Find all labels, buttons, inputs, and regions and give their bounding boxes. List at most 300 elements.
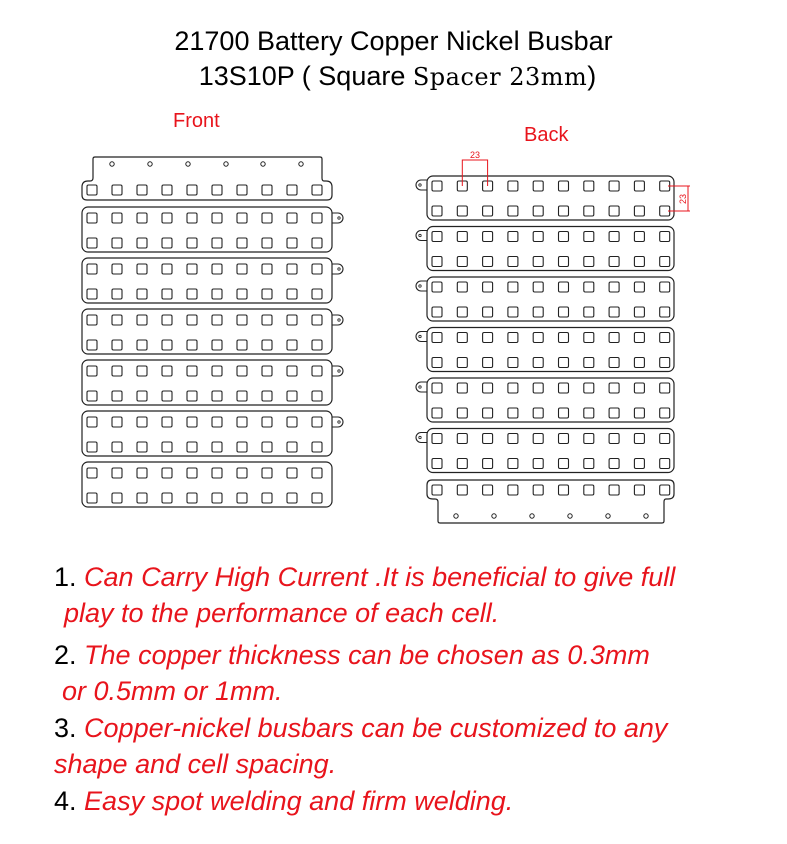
cell-pad bbox=[584, 232, 594, 242]
back-busbar-panel bbox=[427, 328, 674, 372]
cell-pad bbox=[262, 315, 272, 325]
cell-pad bbox=[559, 459, 569, 469]
cell-pad bbox=[287, 366, 297, 376]
cell-pad bbox=[187, 417, 197, 427]
cell-pad bbox=[137, 264, 147, 274]
cell-pad bbox=[187, 391, 197, 401]
cell-pad bbox=[262, 442, 272, 452]
cell-pad bbox=[584, 434, 594, 444]
cell-pad bbox=[634, 434, 644, 444]
cell-pad bbox=[262, 264, 272, 274]
cell-pad bbox=[508, 408, 518, 418]
cell-pad bbox=[559, 257, 569, 267]
cell-pad bbox=[483, 485, 493, 495]
cell-pad bbox=[237, 493, 247, 503]
cell-pad bbox=[112, 340, 122, 350]
cell-pad bbox=[312, 340, 322, 350]
front-label: Front bbox=[173, 110, 220, 132]
cell-pad bbox=[187, 442, 197, 452]
cell-pad bbox=[559, 434, 569, 444]
cell-pad bbox=[312, 213, 322, 223]
cell-pad bbox=[634, 307, 644, 317]
cell-pad bbox=[584, 459, 594, 469]
feature-text: The copper thickness can be chosen as 0.3mm bbox=[84, 640, 650, 670]
cell-pad bbox=[609, 358, 619, 368]
cell-pad bbox=[287, 417, 297, 427]
cell-pad bbox=[237, 442, 247, 452]
cell-pad bbox=[312, 391, 322, 401]
cell-pad bbox=[237, 468, 247, 478]
cell-pad bbox=[508, 358, 518, 368]
cell-pad bbox=[634, 257, 644, 267]
cell-pad bbox=[162, 289, 172, 299]
cell-pad bbox=[634, 282, 644, 292]
cell-pad bbox=[660, 333, 670, 343]
feature-4 bbox=[54, 783, 513, 819]
cell-pad bbox=[112, 391, 122, 401]
cell-pad bbox=[287, 391, 297, 401]
cell-pad bbox=[660, 434, 670, 444]
cell-pad bbox=[483, 282, 493, 292]
cell-pad bbox=[212, 185, 222, 195]
cell-pad bbox=[508, 257, 518, 267]
cell-pad bbox=[212, 417, 222, 427]
cell-pad bbox=[312, 442, 322, 452]
cell-pad bbox=[87, 185, 97, 195]
mount-hole bbox=[224, 162, 228, 166]
cell-pad bbox=[483, 434, 493, 444]
mount-hole bbox=[644, 514, 648, 518]
cell-pad bbox=[584, 257, 594, 267]
cell-pad bbox=[609, 232, 619, 242]
cell-pad bbox=[162, 468, 172, 478]
mount-hole bbox=[454, 514, 458, 518]
cell-pad bbox=[457, 383, 467, 393]
cell-pad bbox=[559, 408, 569, 418]
cell-pad bbox=[262, 493, 272, 503]
cell-pad bbox=[559, 232, 569, 242]
cell-pad bbox=[483, 206, 493, 216]
cell-pad bbox=[432, 257, 442, 267]
cell-pad bbox=[483, 358, 493, 368]
cell-pad bbox=[237, 391, 247, 401]
cell-pad bbox=[432, 383, 442, 393]
cell-pad bbox=[137, 493, 147, 503]
cell-pad bbox=[312, 185, 322, 195]
cell-pad bbox=[112, 238, 122, 248]
cell-pad bbox=[609, 383, 619, 393]
cell-pad bbox=[137, 185, 147, 195]
tab-hole bbox=[419, 335, 421, 337]
cell-pad bbox=[162, 340, 172, 350]
cell-pad bbox=[609, 408, 619, 418]
cell-pad bbox=[312, 238, 322, 248]
cell-pad bbox=[112, 442, 122, 452]
back-terminal-panel bbox=[427, 480, 674, 523]
horizontal-dimension-label: 23 bbox=[469, 150, 480, 160]
cell-pad bbox=[162, 417, 172, 427]
tab-hole bbox=[338, 370, 340, 372]
cell-pad bbox=[212, 264, 222, 274]
cell-pad bbox=[212, 340, 222, 350]
mount-hole bbox=[568, 514, 572, 518]
cell-pad bbox=[533, 232, 543, 242]
cell-pad bbox=[187, 340, 197, 350]
cell-pad bbox=[559, 358, 569, 368]
cell-pad bbox=[137, 315, 147, 325]
feature-text: Copper-nickel busbars can be customized to any bbox=[84, 713, 668, 743]
cell-pad bbox=[287, 468, 297, 478]
cell-pad bbox=[584, 333, 594, 343]
cell-pad bbox=[287, 315, 297, 325]
cell-pad bbox=[533, 181, 543, 191]
cell-pad bbox=[483, 333, 493, 343]
back-busbar-panel bbox=[427, 429, 674, 473]
subtitle-suffix: ) bbox=[587, 61, 597, 91]
cell-pad bbox=[87, 213, 97, 223]
cell-pad bbox=[584, 181, 594, 191]
tab-hole bbox=[338, 268, 340, 270]
cell-pad bbox=[457, 333, 467, 343]
feature-2-cont bbox=[62, 673, 283, 709]
cell-pad bbox=[87, 315, 97, 325]
cell-pad bbox=[457, 282, 467, 292]
cell-pad bbox=[609, 459, 619, 469]
cell-pad bbox=[187, 264, 197, 274]
feature-text: play to the performance of each cell. bbox=[64, 598, 500, 628]
cell-pad bbox=[237, 185, 247, 195]
cell-pad bbox=[508, 282, 518, 292]
cell-pad bbox=[212, 289, 222, 299]
cell-pad bbox=[432, 485, 442, 495]
cell-pad bbox=[187, 468, 197, 478]
subtitle-spacer: Spacer 23mm bbox=[412, 63, 588, 91]
cell-pad bbox=[237, 213, 247, 223]
cell-pad bbox=[584, 383, 594, 393]
cell-pad bbox=[187, 366, 197, 376]
cell-pad bbox=[457, 485, 467, 495]
cell-pad bbox=[508, 459, 518, 469]
cell-pad bbox=[262, 366, 272, 376]
cell-pad bbox=[137, 468, 147, 478]
cell-pad bbox=[112, 468, 122, 478]
cell-pad bbox=[112, 366, 122, 376]
front-busbar-panel bbox=[82, 309, 332, 354]
cell-pad bbox=[634, 383, 644, 393]
cell-pad bbox=[533, 333, 543, 343]
cell-pad bbox=[87, 493, 97, 503]
cell-pad bbox=[559, 333, 569, 343]
cell-pad bbox=[457, 408, 467, 418]
cell-pad bbox=[162, 213, 172, 223]
mount-hole bbox=[492, 514, 496, 518]
cell-pad bbox=[432, 282, 442, 292]
cell-pad bbox=[634, 459, 644, 469]
cell-pad bbox=[584, 485, 594, 495]
cell-pad bbox=[87, 340, 97, 350]
cell-pad bbox=[508, 206, 518, 216]
feature-3-cont bbox=[54, 746, 336, 782]
cell-pad bbox=[262, 238, 272, 248]
cell-pad bbox=[112, 493, 122, 503]
cell-pad bbox=[483, 459, 493, 469]
cell-pad bbox=[508, 333, 518, 343]
cell-pad bbox=[287, 185, 297, 195]
cell-pad bbox=[187, 289, 197, 299]
cell-pad bbox=[112, 417, 122, 427]
cell-pad bbox=[87, 468, 97, 478]
horizontal-dimension-line bbox=[462, 160, 487, 186]
tab-hole bbox=[419, 234, 421, 236]
cell-pad bbox=[262, 391, 272, 401]
cell-pad bbox=[634, 408, 644, 418]
cell-pad bbox=[660, 257, 670, 267]
cell-pad bbox=[508, 434, 518, 444]
cell-pad bbox=[87, 238, 97, 248]
cell-pad bbox=[162, 493, 172, 503]
cell-pad bbox=[287, 340, 297, 350]
cell-pad bbox=[483, 257, 493, 267]
cell-pad bbox=[432, 232, 442, 242]
cell-pad bbox=[237, 340, 247, 350]
cell-pad bbox=[609, 257, 619, 267]
cell-pad bbox=[483, 307, 493, 317]
cell-pad bbox=[162, 264, 172, 274]
cell-pad bbox=[483, 232, 493, 242]
cell-pad bbox=[508, 307, 518, 317]
cell-pad bbox=[584, 307, 594, 317]
cell-pad bbox=[609, 206, 619, 216]
cell-pad bbox=[584, 206, 594, 216]
cell-pad bbox=[187, 185, 197, 195]
back-busbar-panel bbox=[427, 378, 674, 422]
cell-pad bbox=[660, 282, 670, 292]
cell-pad bbox=[533, 408, 543, 418]
cell-pad bbox=[287, 213, 297, 223]
cell-pad bbox=[559, 206, 569, 216]
tab-hole bbox=[419, 386, 421, 388]
feature-number: 1. bbox=[54, 562, 77, 592]
cell-pad bbox=[187, 238, 197, 248]
feature-2 bbox=[54, 637, 650, 673]
front-busbar-panel bbox=[82, 360, 332, 405]
cell-pad bbox=[432, 307, 442, 317]
feature-1 bbox=[54, 559, 675, 595]
cell-pad bbox=[187, 493, 197, 503]
front-busbar-panel bbox=[82, 258, 332, 303]
feature-number: 4. bbox=[54, 786, 77, 816]
cell-pad bbox=[262, 340, 272, 350]
feature-number: 3. bbox=[54, 713, 77, 743]
cell-pad bbox=[483, 383, 493, 393]
title-line-1: 21700 Battery Copper Nickel Busbar bbox=[174, 26, 613, 56]
cell-pad bbox=[112, 185, 122, 195]
cell-pad bbox=[162, 366, 172, 376]
cell-pad bbox=[609, 333, 619, 343]
cell-pad bbox=[287, 264, 297, 274]
cell-pad bbox=[559, 485, 569, 495]
cell-pad bbox=[660, 485, 670, 495]
cell-pad bbox=[287, 442, 297, 452]
tab-hole bbox=[419, 285, 421, 287]
cell-pad bbox=[609, 434, 619, 444]
cell-pad bbox=[457, 232, 467, 242]
cell-pad bbox=[609, 485, 619, 495]
cell-pad bbox=[262, 289, 272, 299]
cell-pad bbox=[312, 417, 322, 427]
cell-pad bbox=[212, 493, 222, 503]
cell-pad bbox=[237, 238, 247, 248]
cell-pad bbox=[137, 289, 147, 299]
cell-pad bbox=[508, 232, 518, 242]
cell-pad bbox=[559, 282, 569, 292]
cell-pad bbox=[634, 485, 644, 495]
cell-pad bbox=[533, 434, 543, 444]
mount-hole bbox=[299, 162, 303, 166]
cell-pad bbox=[508, 485, 518, 495]
cell-pad bbox=[262, 213, 272, 223]
cell-pad bbox=[660, 358, 670, 368]
cell-pad bbox=[660, 307, 670, 317]
cell-pad bbox=[137, 340, 147, 350]
cell-pad bbox=[584, 282, 594, 292]
cell-pad bbox=[237, 366, 247, 376]
cell-pad bbox=[187, 315, 197, 325]
back-busbar-panel bbox=[427, 227, 674, 271]
front-terminal-panel bbox=[82, 157, 332, 200]
feature-text: or 0.5mm or 1mm. bbox=[62, 676, 283, 706]
cell-pad bbox=[457, 206, 467, 216]
cell-pad bbox=[262, 417, 272, 427]
cell-pad bbox=[559, 383, 569, 393]
cell-pad bbox=[212, 213, 222, 223]
cell-pad bbox=[660, 408, 670, 418]
tab-hole bbox=[419, 184, 421, 186]
cell-pad bbox=[533, 257, 543, 267]
cell-pad bbox=[112, 213, 122, 223]
mount-hole bbox=[148, 162, 152, 166]
feature-1-cont bbox=[64, 595, 499, 631]
cell-pad bbox=[312, 493, 322, 503]
cell-pad bbox=[457, 434, 467, 444]
mount-hole bbox=[530, 514, 534, 518]
cell-pad bbox=[634, 181, 644, 191]
mount-hole bbox=[110, 162, 114, 166]
back-busbar-panel bbox=[427, 176, 674, 220]
cell-pad bbox=[584, 358, 594, 368]
cell-pad bbox=[609, 307, 619, 317]
cell-pad bbox=[559, 307, 569, 317]
cell-pad bbox=[287, 493, 297, 503]
cell-pad bbox=[660, 383, 670, 393]
cell-pad bbox=[457, 257, 467, 267]
cell-pad bbox=[660, 459, 670, 469]
cell-pad bbox=[483, 408, 493, 418]
cell-pad bbox=[634, 333, 644, 343]
cell-pad bbox=[162, 238, 172, 248]
cell-pad bbox=[432, 206, 442, 216]
cell-pad bbox=[584, 408, 594, 418]
feature-number: 2. bbox=[54, 640, 77, 670]
cell-pad bbox=[87, 289, 97, 299]
cell-pad bbox=[533, 358, 543, 368]
mount-hole bbox=[186, 162, 190, 166]
cell-pad bbox=[212, 442, 222, 452]
cell-pad bbox=[162, 185, 172, 195]
cell-pad bbox=[212, 238, 222, 248]
feature-text: Easy spot welding and firm welding. bbox=[84, 786, 514, 816]
tab-hole bbox=[338, 319, 340, 321]
cell-pad bbox=[533, 307, 543, 317]
cell-pad bbox=[112, 315, 122, 325]
subtitle-prefix: 13S10P ( Square bbox=[198, 61, 413, 91]
cell-pad bbox=[533, 459, 543, 469]
cell-pad bbox=[187, 213, 197, 223]
cell-pad bbox=[137, 417, 147, 427]
cell-pad bbox=[87, 442, 97, 452]
cell-pad bbox=[312, 366, 322, 376]
feature-text: Can Carry High Current .It is beneficial to give full bbox=[84, 562, 676, 592]
tab-hole bbox=[338, 217, 340, 219]
cell-pad bbox=[457, 307, 467, 317]
cell-pad bbox=[312, 264, 322, 274]
cell-pad bbox=[137, 366, 147, 376]
cell-pad bbox=[162, 391, 172, 401]
cell-pad bbox=[237, 289, 247, 299]
cell-pad bbox=[237, 315, 247, 325]
cell-pad bbox=[312, 468, 322, 478]
cell-pad bbox=[432, 408, 442, 418]
cell-pad bbox=[287, 289, 297, 299]
cell-pad bbox=[87, 366, 97, 376]
feature-text: shape and cell spacing. bbox=[54, 749, 337, 779]
front-busbar-panel bbox=[82, 462, 332, 507]
tab-hole bbox=[338, 421, 340, 423]
cell-pad bbox=[237, 417, 247, 427]
cell-pad bbox=[287, 238, 297, 248]
cell-pad bbox=[162, 442, 172, 452]
cell-pad bbox=[660, 232, 670, 242]
cell-pad bbox=[312, 315, 322, 325]
cell-pad bbox=[533, 383, 543, 393]
cell-pad bbox=[533, 282, 543, 292]
cell-pad bbox=[212, 315, 222, 325]
cell-pad bbox=[533, 485, 543, 495]
cell-pad bbox=[432, 333, 442, 343]
cell-pad bbox=[432, 434, 442, 444]
vertical-dimension-label: 23 bbox=[678, 193, 688, 205]
cell-pad bbox=[312, 289, 322, 299]
cell-pad bbox=[262, 185, 272, 195]
mount-hole bbox=[606, 514, 610, 518]
cell-pad bbox=[457, 358, 467, 368]
front-busbar-panel bbox=[82, 207, 332, 252]
feature-3 bbox=[54, 710, 667, 746]
cell-pad bbox=[212, 391, 222, 401]
cell-pad bbox=[432, 459, 442, 469]
cell-pad bbox=[559, 181, 569, 191]
cell-pad bbox=[508, 383, 518, 393]
cell-pad bbox=[634, 358, 644, 368]
cell-pad bbox=[432, 358, 442, 368]
cell-pad bbox=[112, 264, 122, 274]
cell-pad bbox=[262, 468, 272, 478]
cell-pad bbox=[212, 468, 222, 478]
back-busbar-panel bbox=[427, 277, 674, 321]
front-busbar-panel bbox=[82, 411, 332, 456]
cell-pad bbox=[87, 417, 97, 427]
back-label: Back bbox=[524, 124, 569, 146]
